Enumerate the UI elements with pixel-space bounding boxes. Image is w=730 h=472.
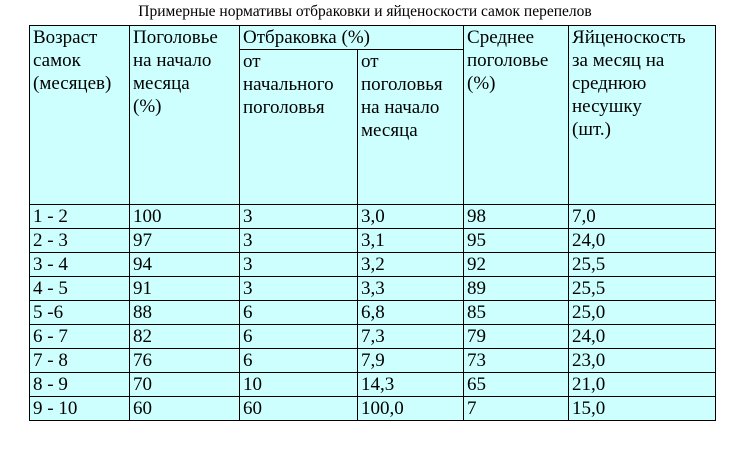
cell-cull-initial: 6 [240,325,358,349]
header-egg-yield [569,26,716,205]
cell-cull-initial: 3 [240,229,358,253]
cell-age: 3 - 4 [30,253,130,277]
cell-headcount: 60 [130,397,240,421]
header-average-line: поголовье [467,50,549,71]
cell-average: 85 [464,301,569,325]
header-average-line: (%) [467,73,496,94]
cell-headcount: 100 [130,205,240,229]
header-cull-initial-line: начального [243,74,334,95]
header-age-line: (месяцев) [33,73,112,94]
header-age-line: самок [33,50,81,71]
cell-age: 5 -6 [30,301,130,325]
cell-cull-month: 14,3 [358,373,464,397]
cell-headcount: 91 [130,277,240,301]
cell-age: 2 - 3 [30,229,130,253]
cell-cull-month: 3,3 [358,277,464,301]
header-age [30,26,130,205]
header-egg-yield-line: (шт.) [572,119,611,140]
header-headcount-line: месяца [133,73,190,94]
cell-cull-month: 7,3 [358,325,464,349]
cell-cull-month: 3,1 [358,229,464,253]
cell-average: 7 [464,397,569,421]
header-headcount-line: Поголовье [133,27,218,48]
cell-average: 65 [464,373,569,397]
cell-cull-initial: 3 [240,253,358,277]
cell-headcount: 88 [130,301,240,325]
cell-eggs: 23,0 [569,349,716,373]
cell-headcount: 82 [130,325,240,349]
cell-average: 89 [464,277,569,301]
cell-eggs: 24,0 [569,229,716,253]
table-row [30,277,716,301]
header-cull-month-line: от [361,51,379,72]
header-cull-month-line: поголовья [361,74,443,95]
header-culling-from-month-start [358,50,464,205]
cell-average: 73 [464,349,569,373]
cell-cull-month: 100,0 [358,397,464,421]
cell-eggs: 15,0 [569,397,716,421]
cell-age: 6 - 7 [30,325,130,349]
header-egg-yield-line: за месяц на [572,50,665,71]
cell-age: 9 - 10 [30,397,130,421]
table-row [30,325,716,349]
header-culling-from-initial [240,50,358,205]
cell-cull-month: 7,9 [358,349,464,373]
cell-cull-month: 6,8 [358,301,464,325]
header-cull-month-line: месяца [361,120,418,141]
cell-average: 79 [464,325,569,349]
header-cull-initial-line: поголовья [243,97,325,118]
table-caption: Примерные нормативы отбраковки и яйценоскости самок перепелов [138,3,592,20]
header-average-headcount [464,26,569,205]
cell-eggs: 25,5 [569,277,716,301]
header-average-line: Среднее [467,27,535,48]
cell-cull-initial: 3 [240,277,358,301]
table-row [30,229,716,253]
cell-age: 1 - 2 [30,205,130,229]
table-row [30,397,716,421]
cell-headcount: 94 [130,253,240,277]
header-cull-month-line: на начало [361,97,440,118]
header-age-line: Возраст [33,27,98,48]
cell-average: 95 [464,229,569,253]
table-row [30,253,716,277]
cell-headcount: 76 [130,349,240,373]
cell-eggs: 25,5 [569,253,716,277]
cell-cull-initial: 10 [240,373,358,397]
header-headcount [130,26,240,205]
header-egg-yield-line: несушку [572,96,642,117]
header-egg-yield-line: среднюю [572,73,647,94]
culling-table [29,25,716,421]
cell-cull-initial: 6 [240,349,358,373]
header-egg-yield-line: Яйценоскость [572,27,686,48]
cell-cull-initial: 60 [240,397,358,421]
cell-average: 98 [464,205,569,229]
cell-eggs: 24,0 [569,325,716,349]
cell-cull-initial: 3 [240,205,358,229]
cell-cull-month: 3,0 [358,205,464,229]
table-row [30,301,716,325]
cell-eggs: 7,0 [569,205,716,229]
cell-headcount: 97 [130,229,240,253]
cell-average: 92 [464,253,569,277]
cell-eggs: 25,0 [569,301,716,325]
cell-headcount: 70 [130,373,240,397]
header-cull-initial-line: от [243,51,261,72]
cell-cull-initial: 6 [240,301,358,325]
cell-age: 4 - 5 [30,277,130,301]
table-row [30,205,716,229]
header-headcount-line: (%) [133,96,162,117]
table-row [30,349,716,373]
header-culling-group: Отбраковка (%) [240,26,464,50]
cell-age: 8 - 9 [30,373,130,397]
cell-age: 7 - 8 [30,349,130,373]
cell-cull-month: 3,2 [358,253,464,277]
header-headcount-line: на начало [133,50,212,71]
table-row [30,373,716,397]
cell-eggs: 21,0 [569,373,716,397]
